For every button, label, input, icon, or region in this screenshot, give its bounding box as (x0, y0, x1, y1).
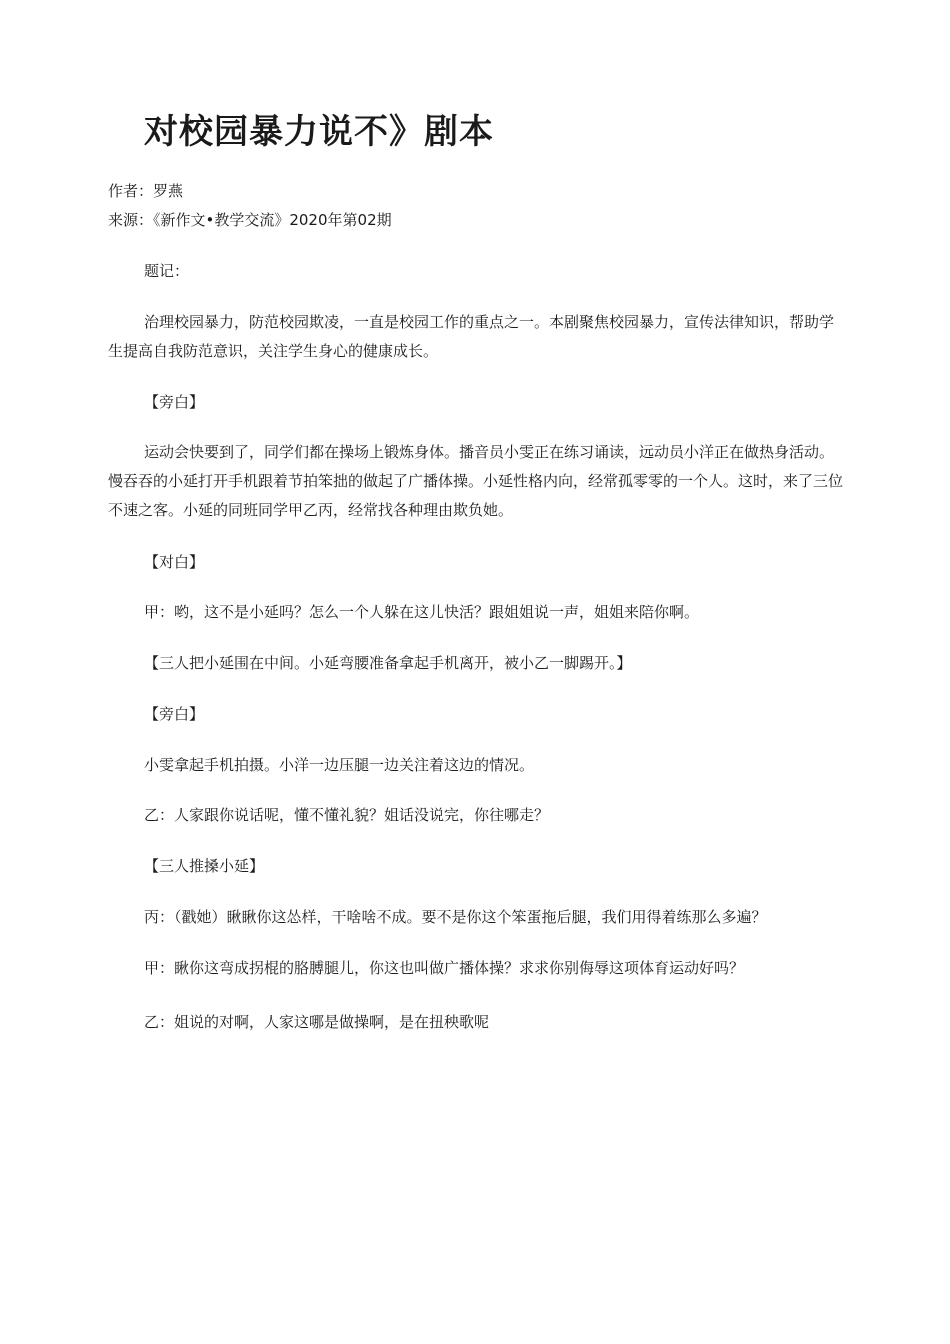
stage-direction: 【三人推搡小延】 (144, 857, 265, 875)
author-line: 作者：罗燕 (108, 182, 184, 200)
dialogue-line: 甲：瞅你这弯成拐棍的胳膊腿儿，你这也叫做广播体操？求求你别侮辱这项体育运动好吗？ (144, 959, 745, 977)
narration-paragraph: 运动会快要到了，同学们都在操场上锻炼身体。播音员小雯正在练习诵读，远动员小洋正在做热身活动。慢吞吞的小延打开手机跟着节拍笨拙的做起了广播体操。小延性格内向，经常孤零零的一个人。这时，来了三位不速之客。小延的同班同学甲乙丙，经常找各种理由欺负她。 (108, 443, 844, 519)
stage-direction: 【三人把小延围在中间。小延弯腰准备拿起手机离开，被小乙一脚踢开。】 (144, 654, 632, 672)
narration-line: 小雯拿起手机拍摄。小洋一边压腿一边关注着这边的情况。 (144, 756, 535, 774)
dialogue-line: 乙：姐说的对啊，人家这哪是做操啊，是在扭秧歌呢 (144, 1013, 490, 1031)
epigraph-paragraph: 治理校园暴力，防范校园欺凌，一直是校园工作的重点之一。本剧聚焦校园暴力，宣传法律知识，帮助学生提高自我防范意识，关注学生身心的健康成长。 (108, 313, 835, 360)
source-line: 来源：《新作文•教学交流》2020年第02期 (108, 211, 392, 229)
document-title: 对校园暴力说不》剧本 (144, 112, 494, 152)
dialogue-line: 乙：人家跟你说话呢，懂不懂礼貌？姐话没说完，你往哪走？ (144, 806, 550, 824)
dialogue-line: 丙：（戳她）瞅瞅你这怂样，干啥啥不成。要不是你这个笨蛋拖后腿，我们用得着练那么多遍？ (144, 908, 767, 926)
narration-heading: 【旁白】 (144, 393, 205, 411)
dialogue-heading: 【对白】 (144, 553, 205, 571)
epigraph-heading: 题记： (144, 262, 190, 280)
dialogue-line: 甲：哟，这不是小延吗？怎么一个人躲在这儿快活？跟姐姐说一声，姐姐来陪你啊。 (144, 603, 700, 621)
narration-heading: 【旁白】 (144, 705, 205, 723)
